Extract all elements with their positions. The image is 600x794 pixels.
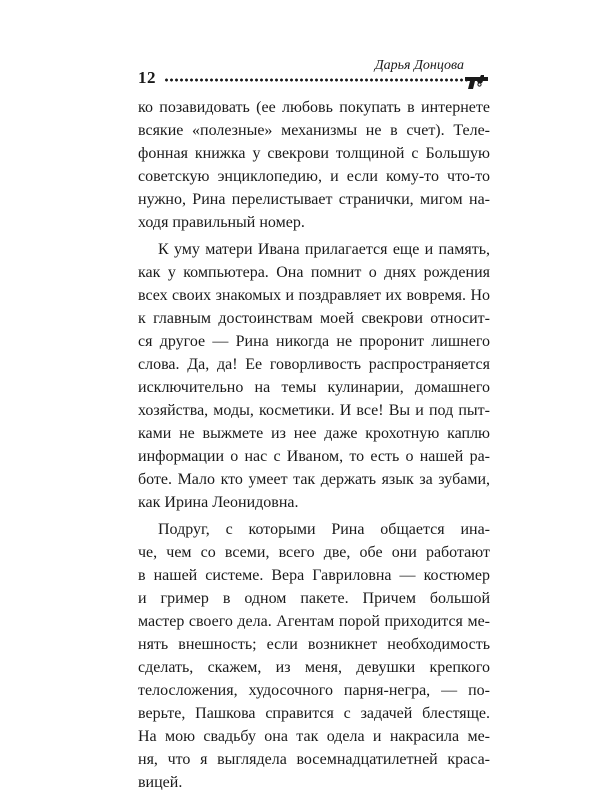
- text-line: ко позавидовать (ее любовь покупать в интернете: [138, 99, 490, 116]
- text-line: ками не выжмете из нее даже крохотную каплю: [138, 425, 490, 442]
- text-line: мастер своего дела. Агентам порой приходится ме-: [138, 613, 490, 630]
- text-line: К уму матери Ивана прилагается еще и память,: [158, 241, 490, 258]
- page-number: 12: [138, 68, 156, 87]
- page-body: [138, 96, 490, 794]
- paragraph: [138, 96, 490, 234]
- text-line: нять внешность; если возникнет необходимость: [138, 636, 490, 653]
- text-line: исключительно на темы кулинарии, домашнего: [138, 379, 490, 396]
- text-line: сделать, скажем, из меня, девушки крепкого: [138, 659, 490, 676]
- text-line: На мою свадьбу она так одела и накрасила ме-: [138, 728, 490, 745]
- text-line: и гример в одном пакете. Причем большой: [138, 590, 490, 607]
- text-line: советскую энциклопедию, и если кому-то что-то: [138, 168, 490, 185]
- text-line: как Ирина Леонидовна.: [138, 494, 299, 511]
- text-line: всех своих знакомых и поздравляет их вовремя. Но: [138, 287, 490, 304]
- revolver-icon: [464, 72, 490, 90]
- text-line: телосложения, худосочного парня-негра, — по-: [138, 682, 490, 699]
- text-line: слова. Да, да! Ее говорливость распространяется: [138, 356, 490, 373]
- paragraph: [138, 238, 490, 514]
- text-line: ходя правильный номер.: [138, 214, 305, 231]
- text-line: фонная книжка у свекрови толщиной с Большую: [138, 145, 490, 162]
- text-line: вицей.: [138, 774, 183, 791]
- running-header-author: Дарья Донцова: [374, 58, 464, 73]
- text-line: боте. Мало кто умеет так держать язык за зубами,: [138, 471, 490, 488]
- text-line: всякие «полезные» механизмы не в счет). Теле-: [138, 122, 490, 139]
- text-line: Подруг, с которыми Рина общается ина-: [158, 521, 490, 538]
- text-line: хозяйства, моды, косметики. И все! Вы и под пыт-: [138, 402, 490, 419]
- text-line: как у компьютера. Она помнит о днях рождения: [138, 264, 490, 281]
- text-line: верьте, Пашкова справится с задачей блестяще.: [138, 705, 490, 722]
- text-line: ся другое — Рина никогда не проронит лишнего: [138, 333, 490, 350]
- text-line: в нашей системе. Вера Гавриловна — костюмер: [138, 567, 490, 584]
- text-line: информации о нас с Иваном, то есть о нашей ра-: [138, 448, 490, 465]
- text-line: к главным достоинствам моей свекрови относит-: [138, 310, 490, 327]
- running-header: [138, 58, 490, 92]
- paragraph: [138, 518, 490, 794]
- text-line: че, чем со всеми, всего две, обе они работают: [138, 544, 490, 561]
- text-line: ня, что я выглядела восемнадцатилетней краса-: [138, 751, 490, 768]
- text-line: нужно, Рина перелистывает странички, мигом на-: [138, 191, 490, 208]
- dotted-rule: [164, 78, 468, 82]
